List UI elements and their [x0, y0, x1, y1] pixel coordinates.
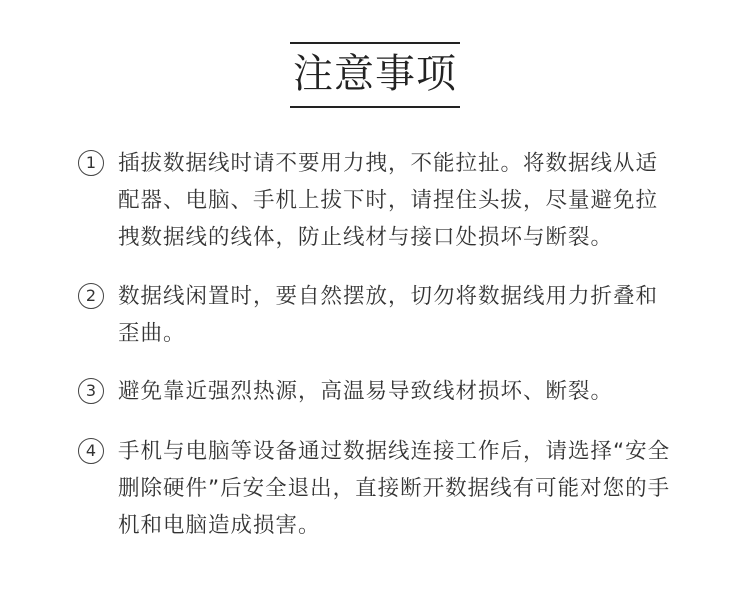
- note-number-1: 1: [78, 150, 104, 176]
- note-item-1: [78, 145, 678, 256]
- note-number-4: 4: [78, 438, 104, 464]
- note-item-3: [78, 373, 678, 410]
- note-text-1: 插拔数据线时请不要用力拽，不能拉扯。将数据线从适配器、电脑、手机上拔下时，请捏住头拔，尽量避免拉拽数据线的线体，防止线材与接口处损坏与断裂。: [118, 151, 659, 250]
- title-section: [0, 42, 750, 108]
- note-text-2: 数据线闲置时，要自然摆放，切勿将数据线用力折叠和歪曲。: [118, 284, 659, 346]
- note-item-2: [78, 278, 678, 352]
- note-number-3: 3: [78, 378, 104, 404]
- page-title: 注意事项: [290, 42, 460, 108]
- note-text-4: 手机与电脑等设备通过数据线连接工作后，请选择“安全删除硬件”后安全退出，直接断开数据线有可能对您的手机和电脑造成损害。: [118, 439, 671, 538]
- note-number-2: 2: [78, 283, 104, 309]
- notes-list: [78, 145, 678, 544]
- note-text-3: 避免靠近强烈热源，高温易导致线材损坏、断裂。: [118, 379, 614, 404]
- note-item-4: [78, 433, 678, 544]
